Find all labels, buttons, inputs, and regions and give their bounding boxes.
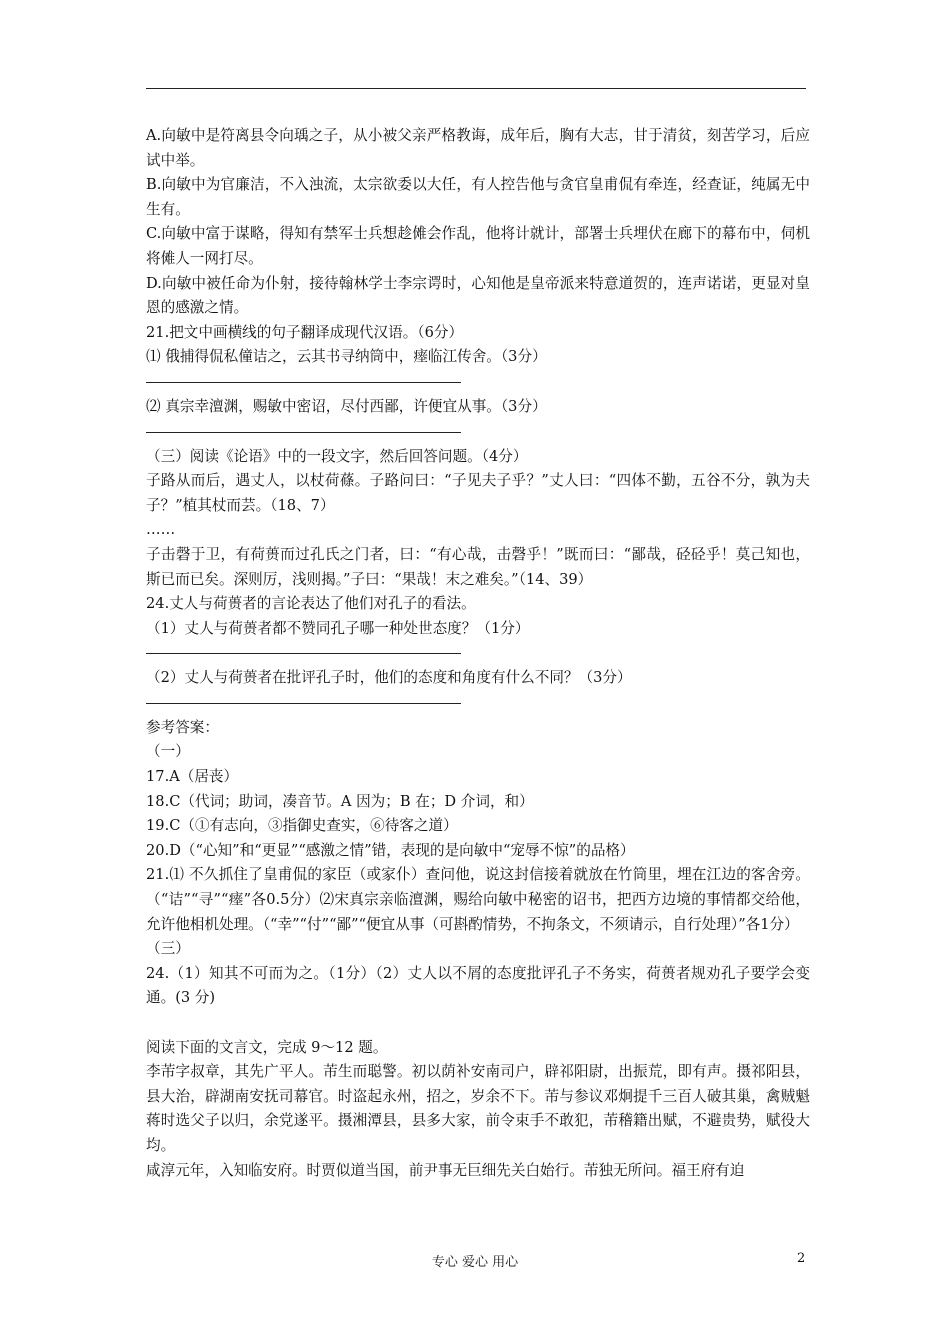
question-24-1: （1）丈人与荷蒉者都不赞同孔子哪一种处世态度？（1分） [146, 619, 530, 637]
option-d: D.向敏中被任命为仆射，接待翰林学士李宗谔时，心知他是皇帝派来特意道贺的，连声诺诺，更显对皇恩的感激之情。 [146, 274, 810, 317]
answer-blank[interactable] [146, 370, 461, 383]
option-a: A.向敏中是符离县令向瑀之子，从小被父亲严格教诲，成年后，胸有大志，甘于清贫，刻苦学习，后应试中举。 [146, 127, 810, 169]
passage-paragraph: 子路从而后，遇丈人，以杖荷蓧。子路问曰：“子见夫子乎？”丈人曰：“四体不勤，五谷不分，孰为夫子？”植其杖而芸。（18、7） [146, 472, 810, 514]
question-21: 21.把文中画横线的句子翻译成现代汉语。（6分） [146, 323, 464, 341]
answer-blank[interactable] [146, 691, 461, 704]
question-21-1: ⑴ 俄捕得侃私僮诘之，云其书寻纳筒中，瘗临江传舍。（3分） [146, 348, 547, 366]
answers-heading: 参考答案： [146, 718, 219, 736]
reading-paragraph: 咸淳元年，入知临安府。时贾似道当国，前尹事无巨细先关白始行。芾独无所问。福王府有迫 [146, 1161, 745, 1179]
header-rule [146, 88, 806, 89]
answer-17: 17.A（居丧） [146, 768, 239, 786]
option-b: B.向敏中为官廉洁，不入浊流，太宗欲委以大任，有人控告他与贪官皇甫侃有牵连，经查证，纯属无中生有。 [146, 176, 810, 218]
answer-24: 24.（1）知其不可而为之。（1分）（2）丈人以不屑的态度批评孔子不务实，荷蒉者规劝孔子要学会变通。(3 分) [146, 964, 810, 1007]
option-c: C.向敏中富于谋略，得知有禁军士兵想趁傩会作乱，他将计就计，部署士兵埋伏在廊下的幕布中，伺机将傩人一网打尽。 [146, 225, 810, 267]
section-3-heading: （三）阅读《论语》中的一段文字，然后回答问题。（4分） [146, 447, 528, 465]
question-24: 24.丈人与荷蒉者的言论表达了他们对孔子的看法。 [146, 595, 476, 613]
ellipsis: …… [146, 521, 176, 539]
reading-instruction: 阅读下面的文言文，完成 9～12 题。 [146, 1038, 388, 1056]
reading-paragraph: 李芾字叔章，其先广平人。芾生而聪警。初以荫补安南司户，辟祁阳尉，出振荒，即有声。摄祁阳县，县大治，辟湖南安抚司幕官。时盗起永州，招之，岁余不下。芾与参议邓炯提千三百人破其巢，禽贼魁蒋时选父子以归，余党遂平。摄湘潭县，县多大家，前令束手不敢犯，芾稽籍出赋，不避贵势，赋役大均。 [146, 1063, 810, 1154]
answer-blank[interactable] [146, 641, 461, 654]
answer-section: （一） [146, 743, 190, 761]
question-21-2: ⑵ 真宗幸澶渊，赐敏中密诏，尽付西鄙，许便宜从事。（3分） [146, 397, 547, 415]
answer-21: 21.⑴ 不久抓住了皇甫侃的家臣（或家仆）查问他，说这封信接着就放在竹筒里，埋在江边的客舍旁。（“诘”“寻”“瘗”各0.5分）⑵宋真宗亲临澶渊，赐给向敏中秘密的诏书，把西方边境的事情都交给他，允许他相机处理。（“幸”“付”“鄙”“便宜从事（可斟酌情势，不拘条文，不须请示，自行处理）”各1分） [146, 866, 810, 933]
answer-blank[interactable] [146, 420, 461, 433]
answer-20: 20.D（“心知”和“更显”“感激之情”错，表现的是向敏中“宠辱不惊”的品格） [146, 841, 635, 859]
passage-paragraph: 子击磬于卫，有荷蒉而过孔氏之门者，曰：“有心哉，击磬乎！”既而曰：“鄙哉，硁硁乎！莫己知也，斯已而已矣。深则厉，浅则揭。”子曰：“果哉！末之难矣。”（14、39） [146, 545, 810, 588]
answer-19: 19.C（①有志向，③指御史查实，⑥待客之道） [146, 817, 458, 835]
page-content [146, 124, 810, 1183]
answer-section: （三） [146, 940, 190, 958]
answer-18: 18.C（代词；助词，凑音节。A 因为；B 在；D 介词，和） [146, 792, 534, 810]
page-number: 2 [797, 1251, 806, 1266]
footer-motto: 专心 爱心 用心 [431, 1255, 519, 1270]
question-24-2: （2）丈人与荷蒉者在批评孔子时，他们的态度和角度有什么不同？（3分） [146, 669, 632, 687]
